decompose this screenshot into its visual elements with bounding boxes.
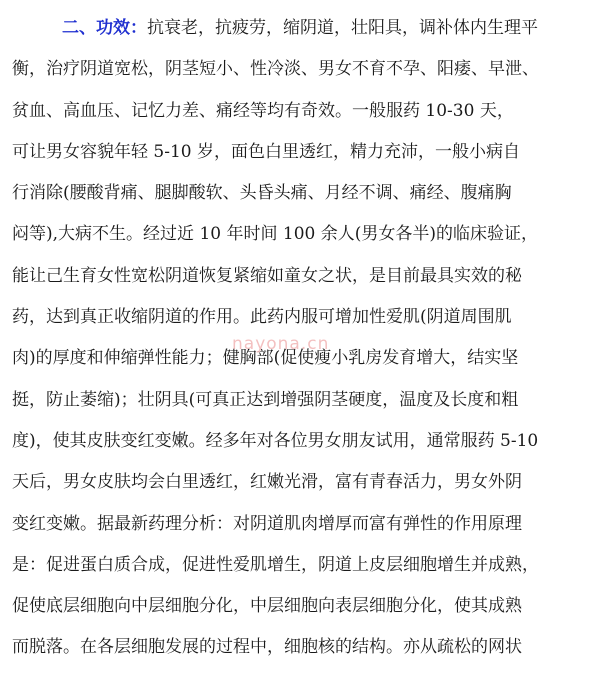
text-line-5: 行消除(腰酸背痛、腿脚酸软、头昏头痛、月经不调、痛经、腹痛胸 xyxy=(12,183,512,204)
watermark: nayona.cn xyxy=(232,334,330,354)
section-heading: 二、功效： xyxy=(62,18,147,38)
text-line-2: 衡，治疗阴道宽松，阴茎短小、性冷淡、男女不育不孕、阳痿、早泄、 xyxy=(12,59,539,80)
text-line-7: 能让己生育女性宽松阴道恢复紧缩如童女之状，是目前最具实效的秘 xyxy=(12,265,522,286)
line-text: 抗衰老，抗疲劳，缩阴道，壮阳具，调补体内生理平 xyxy=(147,18,538,38)
text-line-9: 肉)的厚度和伸缩弹性能力；健胸部(促使瘦小乳房发育增大，结实坚 xyxy=(12,348,519,369)
text-line-13: 变红变嫩。据最新药理分析：对阴道肌肉增厚而富有弹性的作用原理 xyxy=(12,513,522,534)
text-line-14: 是：促进蛋白质合成，促进性爱肌增生，阴道上皮层细胞增生并成熟， xyxy=(12,554,539,575)
text-line-6: 闷等),大病不生。经过近 10 年时间 100 余人(男女各半)的临床验证， xyxy=(12,224,538,245)
text-line-8: 药，达到真正收缩阴道的作用。此药内服可增加性爱肌(阴道周围肌 xyxy=(12,307,512,328)
text-line-4: 可让男女容貌年轻 5-10 岁，面色白里透红，精力充沛，一般小病自 xyxy=(12,141,520,162)
text-line-12: 天后，男女皮肤均会白里透红，红嫩光滑，富有青春活力，男女外阴 xyxy=(12,472,522,493)
text-line-3: 贫血、高血压、记忆力差、痛经等均有奇效。一般服药 10-30 天， xyxy=(12,100,514,121)
text-line-16: 而脱落。在各层细胞发展的过程中，细胞核的结构。亦从疏松的网状 xyxy=(12,637,522,658)
text-line-11: 度)，使其皮肤变红变嫩。经多年对各位男女朋友试用，通常服药 5-10 xyxy=(12,430,539,451)
text-line-15: 促使底层细胞向中层细胞分化，中层细胞向表层细胞分化，使其成熟 xyxy=(12,596,522,617)
text-line-10: 挺，防止萎缩)；壮阴具(可真正达到增强阴茎硬度，温度及长度和粗 xyxy=(12,389,519,410)
text-line-1 xyxy=(12,8,597,49)
